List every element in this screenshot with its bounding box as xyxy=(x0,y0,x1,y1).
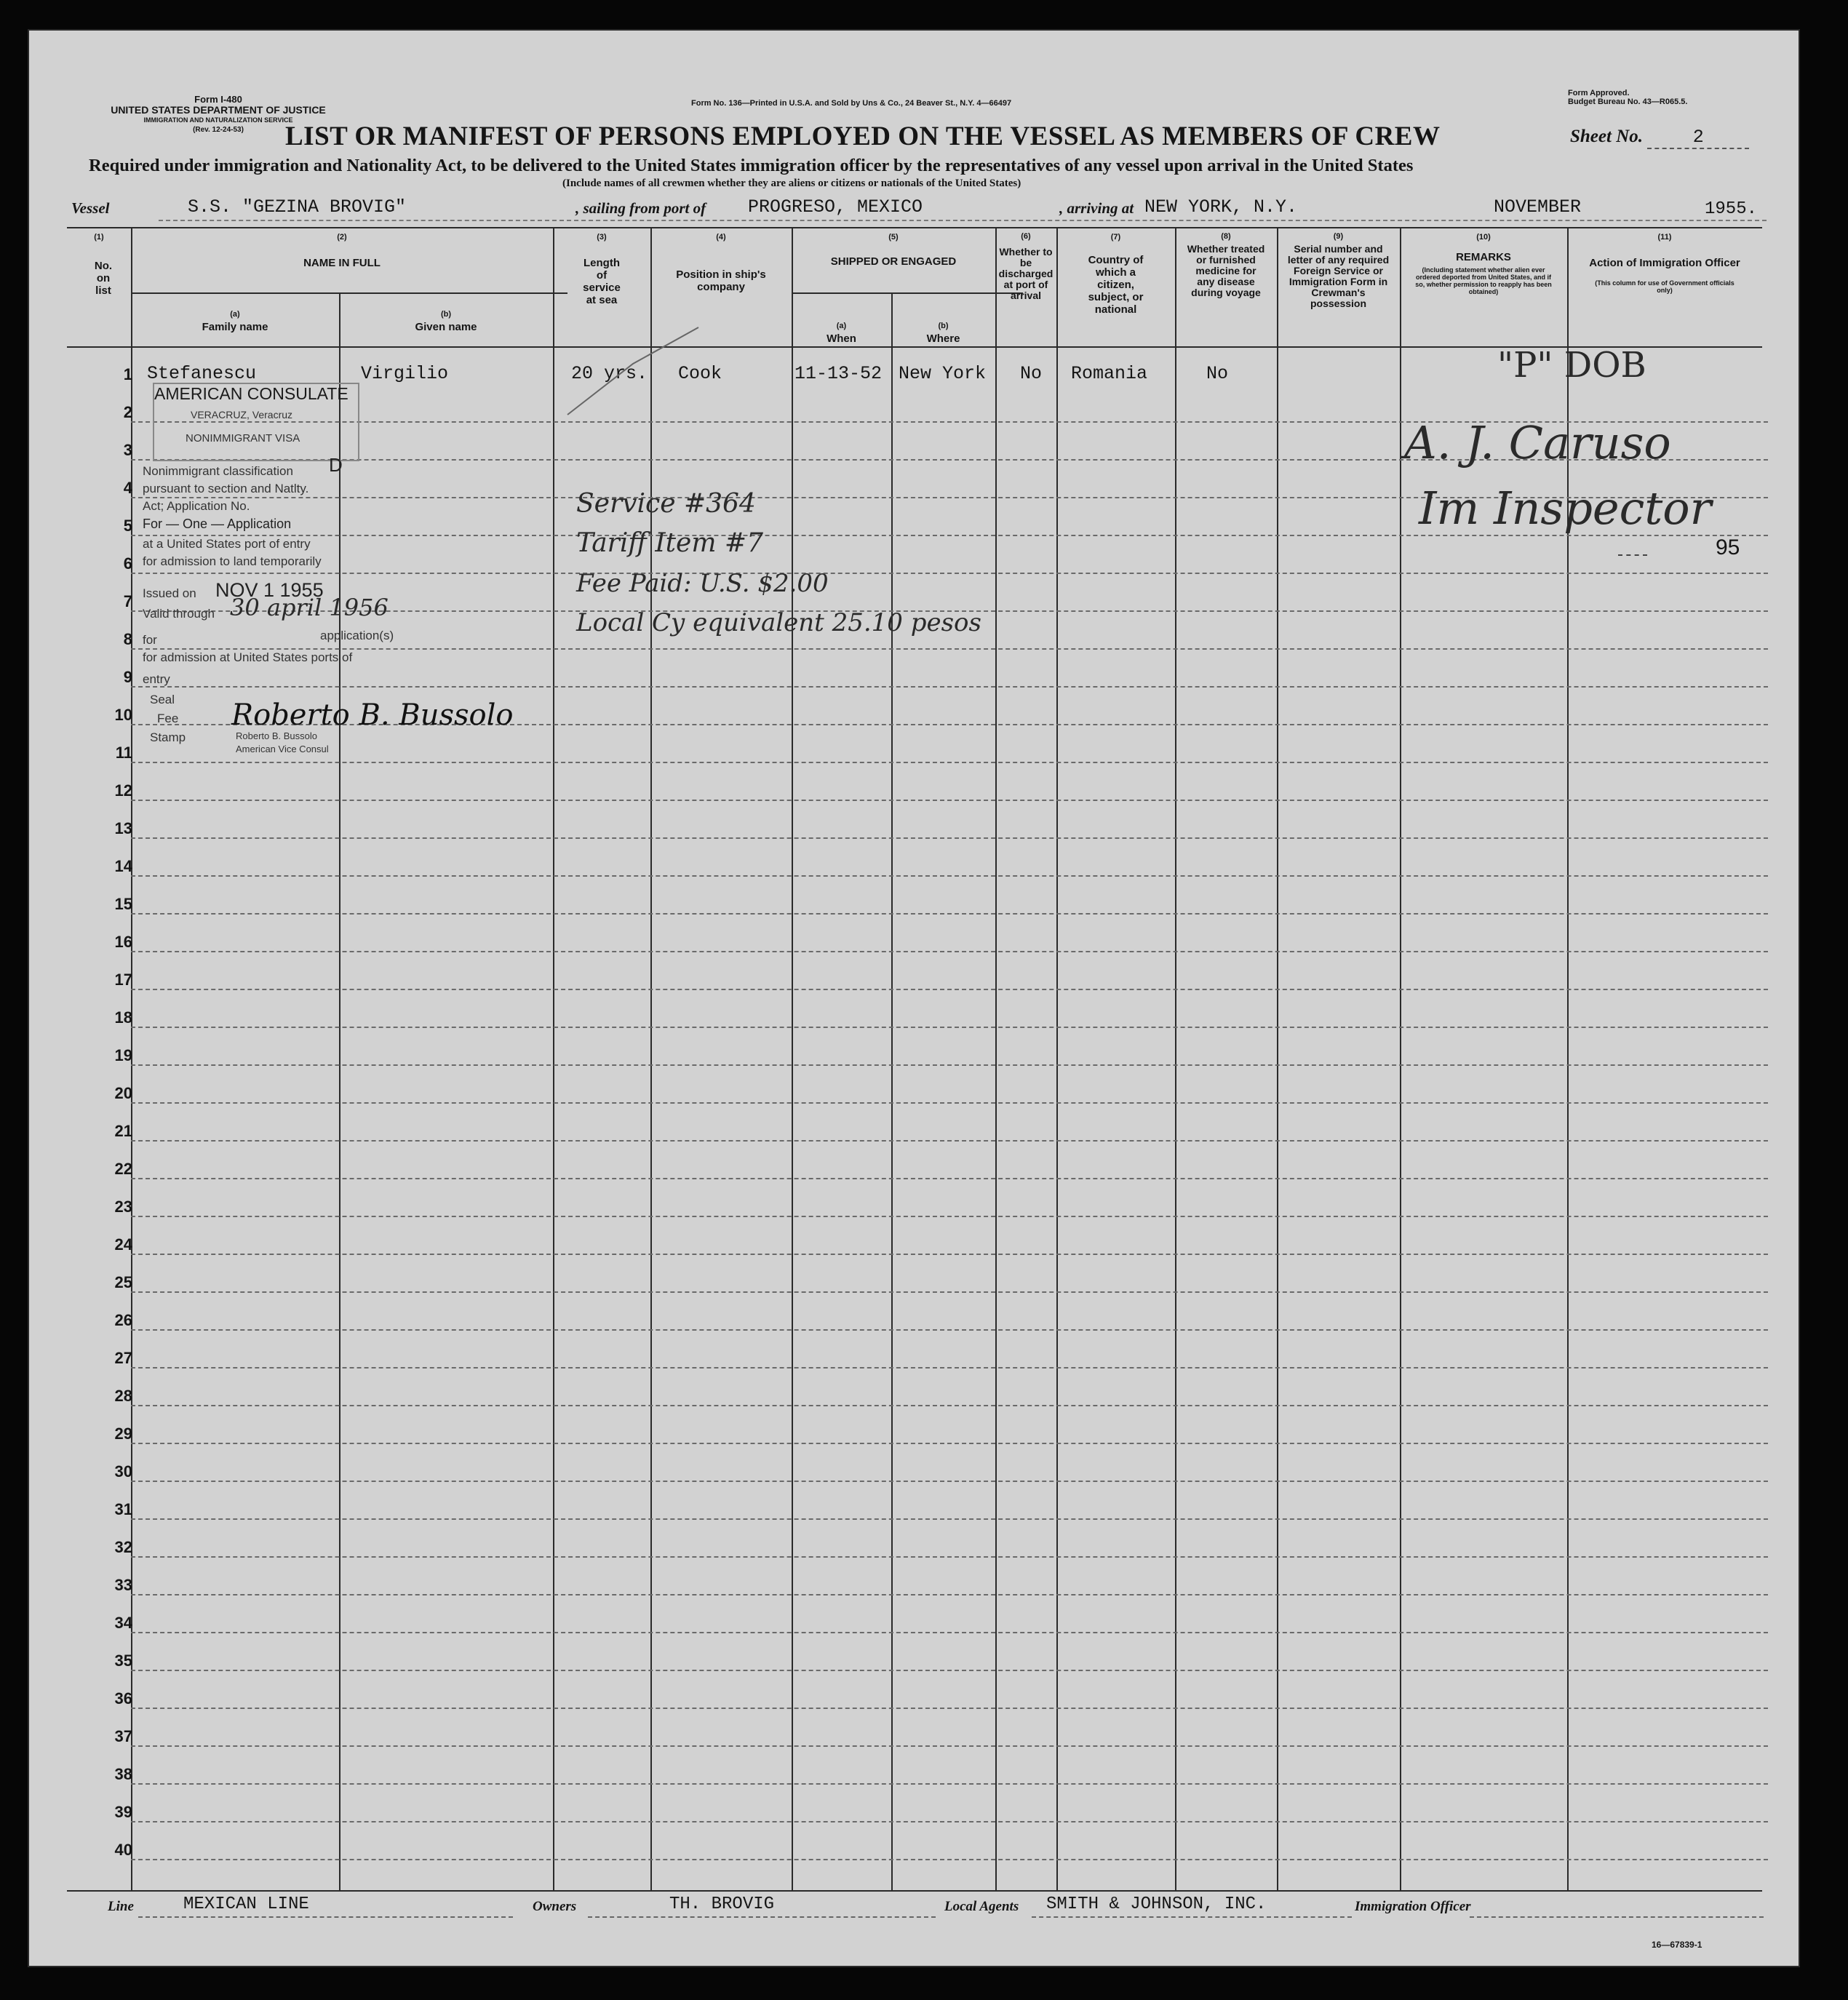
header-no-on-list xyxy=(67,231,131,297)
header-medicine-label: Whether treated or furnished medicine for any disease during voyage xyxy=(1187,243,1265,298)
header-where-label: Where xyxy=(926,332,960,345)
owners-value: TH. BROVIG xyxy=(669,1895,775,1914)
row-number: 23 xyxy=(114,1198,132,1216)
header-family-num: (a) xyxy=(230,310,240,319)
subtitle: Required under immigration and Nationality Act, to be delivered to the United States immigration officer by the representatives of any vessel upon arrival in the United States xyxy=(89,156,1414,175)
remarks-mark: "P" DOB xyxy=(1497,345,1646,386)
inspector-signature: A. J. Caruso xyxy=(1404,416,1671,469)
country-cell: Romania xyxy=(1071,363,1148,384)
header-position-label: Position in ship's company xyxy=(676,268,766,293)
service-name: IMMIGRATION AND NATURALIZATION SERVICE xyxy=(143,116,293,124)
given-name-cell: Virgilio xyxy=(361,363,449,384)
row-number: 9 xyxy=(123,668,132,686)
header-position xyxy=(650,231,792,293)
row-number: 7 xyxy=(123,592,132,610)
header-shipped-label: SHIPPED OR ENGAGED xyxy=(830,255,957,268)
vice-consul-title: American Vice Consul xyxy=(236,744,329,754)
sheet-number xyxy=(1570,127,1749,149)
line-label: Line xyxy=(108,1899,134,1914)
header-length-of-service xyxy=(553,231,650,306)
form-approval xyxy=(1568,89,1687,106)
sheet-value: 2 xyxy=(1647,127,1749,149)
inspector-title: Im Inspector xyxy=(1419,482,1712,535)
vessel-label: Vessel xyxy=(71,199,110,217)
row-number: 6 xyxy=(123,554,132,573)
department: UNITED STATES DEPARTMENT OF JUSTICE xyxy=(111,104,326,116)
row-number: 34 xyxy=(114,1614,132,1632)
row-number: 37 xyxy=(114,1727,132,1745)
admission-line: for admission at United States ports of xyxy=(143,650,353,664)
header-name-num: (2) xyxy=(337,233,347,242)
header-serial-number xyxy=(1277,231,1400,309)
pencil-strike xyxy=(553,320,728,422)
row-number: 12 xyxy=(114,781,132,800)
header-shipped-num: (5) xyxy=(888,233,899,242)
printer-line: Form No. 136—Printed in U.S.A. and Sold by Uns & Co., 24 Beaver St., N.Y. 4—66497 xyxy=(691,99,1012,108)
for-application-line: For — One — Application xyxy=(143,517,292,531)
shipped-where-cell: New York xyxy=(899,363,987,384)
act-line: Act; Application No. xyxy=(143,499,250,513)
remarks-number: 95 xyxy=(1716,535,1740,559)
row-number: 5 xyxy=(123,517,132,535)
row-number: 13 xyxy=(114,819,132,837)
row-number: 22 xyxy=(114,1160,132,1178)
row-number: 26 xyxy=(114,1311,132,1329)
vice-consul-signature: Roberto B. Bussolo xyxy=(231,698,514,732)
row-number: 4 xyxy=(123,479,132,497)
service-cell: 20 yrs. xyxy=(571,363,648,384)
vessel-name: S.S. "GEZINA BROVIG" xyxy=(188,196,407,218)
revision: (Rev. 12-24-53) xyxy=(193,126,244,134)
row-number: 2 xyxy=(123,403,132,421)
header-country-label: Country of which a citizen, subject, or national xyxy=(1088,254,1144,316)
header-remarks xyxy=(1400,231,1567,295)
line-value: MEXICAN LINE xyxy=(183,1895,309,1914)
row-number: 24 xyxy=(114,1235,132,1254)
nonimmigrant-classification: Nonimmigrant classification xyxy=(143,464,293,478)
header-given-num: (b) xyxy=(440,310,452,319)
row-number: 30 xyxy=(114,1462,132,1481)
issued-label: Issued on xyxy=(143,586,196,600)
row-number: 29 xyxy=(114,1425,132,1443)
header-discharged xyxy=(995,231,1056,301)
row-number: 19 xyxy=(114,1046,132,1064)
header-length-num: (3) xyxy=(597,233,607,242)
remarks-dashes xyxy=(1618,554,1647,556)
service-note: Service #364 xyxy=(576,489,756,519)
tariff-note: Tariff Item #7 xyxy=(576,528,763,558)
family-name-cell: Stefanescu xyxy=(147,363,257,384)
form-code: 16—67839-1 xyxy=(1652,1940,1702,1950)
row-number: 32 xyxy=(114,1538,132,1556)
header-name-label: NAME IN FULL xyxy=(303,257,381,269)
row-number: 18 xyxy=(114,1008,132,1027)
header-family-label: Family name xyxy=(202,321,268,333)
entry-line-1: at a United States port of entry xyxy=(143,537,311,551)
row-number: 39 xyxy=(114,1803,132,1821)
consulate-name: AMERICAN CONSULATE xyxy=(154,384,349,403)
vessel-line xyxy=(71,194,1767,223)
header-family-name xyxy=(131,308,339,333)
header-action-label: Action of Immigration Officer xyxy=(1589,257,1740,269)
pursuant-line: pursuant to section and Natlty. xyxy=(143,482,309,495)
header-given-label: Given name xyxy=(415,321,477,333)
header-discharged-num: (6) xyxy=(1021,232,1031,241)
manifest-sheet xyxy=(28,29,1800,1967)
fee-paid-note: Fee Paid: U.S. $2.00 xyxy=(576,569,829,598)
header-shipped-or-engaged xyxy=(792,231,995,268)
local-currency-note: Local Cy equivalent 25.10 pesos xyxy=(576,608,981,637)
header-where xyxy=(891,320,995,345)
issued-date: NOV 1 1955 xyxy=(215,579,324,601)
form-number: Form I-480 xyxy=(194,94,242,105)
approval-line-1: Form Approved. xyxy=(1568,89,1630,97)
arrival-month: NOVEMBER xyxy=(1494,196,1582,218)
header-when xyxy=(792,320,891,345)
header-medicine xyxy=(1175,231,1277,298)
owners-label: Owners xyxy=(533,1899,577,1914)
header-no-num: (1) xyxy=(94,233,104,242)
row-number: 14 xyxy=(114,857,132,875)
visa-type: NONIMMIGRANT VISA xyxy=(186,432,300,445)
header-action-note: (This column for use of Government officials only) xyxy=(1595,279,1735,294)
header-country xyxy=(1056,231,1175,316)
header-serial-label: Serial number and letter of any required Foreign Service or Immigration Form in Crewman's possession xyxy=(1287,243,1390,309)
header-medicine-num: (8) xyxy=(1221,232,1231,241)
row-number: 28 xyxy=(114,1387,132,1405)
header-when-num: (a) xyxy=(836,322,847,330)
header-action-num: (11) xyxy=(1657,233,1672,242)
row-number: 16 xyxy=(114,933,132,951)
header-length-label: Length of service at sea xyxy=(583,257,621,306)
vice-consul-name: Roberto B. Bussolo xyxy=(236,730,318,741)
header-position-num: (4) xyxy=(716,233,726,242)
valid-through-label: Valid through xyxy=(143,607,215,621)
crew-note: (Include names of all crewmen whether they are aliens or citizens or nationals of the United States) xyxy=(562,178,1021,189)
row-number: 33 xyxy=(114,1576,132,1594)
row-number: 35 xyxy=(114,1652,132,1670)
header-remarks-num: (10) xyxy=(1476,233,1491,242)
header-when-label: When xyxy=(827,332,856,345)
arriving-label: , arriving at xyxy=(1059,199,1134,217)
header-no-label: No. on list xyxy=(94,260,113,297)
row-number: 36 xyxy=(114,1689,132,1708)
stamp-label: Stamp xyxy=(150,730,186,744)
immigration-officer-label: Immigration Officer xyxy=(1355,1899,1471,1914)
row-number: 20 xyxy=(114,1084,132,1102)
arriving-port: NEW YORK, N.Y. xyxy=(1144,196,1298,218)
approval-line-2: Budget Bureau No. 43—R065.5. xyxy=(1568,97,1688,106)
row-number: 10 xyxy=(114,706,132,724)
agents-value: SMITH & JOHNSON, INC. xyxy=(1046,1895,1267,1914)
header-serial-num: (9) xyxy=(1333,232,1344,241)
header-remarks-label: REMARKS xyxy=(1456,251,1511,263)
row-number: 40 xyxy=(114,1841,132,1859)
applications-label: application(s) xyxy=(320,629,394,642)
discharge-cell: No xyxy=(1020,363,1043,384)
row-number: 3 xyxy=(123,441,132,459)
row-number: 8 xyxy=(123,630,132,648)
row-number: 11 xyxy=(115,744,132,762)
row-number: 17 xyxy=(114,971,132,989)
row-number: 25 xyxy=(114,1273,132,1291)
agents-label: Local Agents xyxy=(944,1899,1019,1914)
header-country-num: (7) xyxy=(1110,233,1121,242)
entry-word: entry xyxy=(143,672,170,686)
row-number: 1 xyxy=(123,365,132,383)
sheet-label: Sheet No. xyxy=(1570,127,1643,146)
header-remarks-note: (Including statement whether alien ever ordered deported from United States, and if so, whether permission to reapply has been obtained) xyxy=(1415,266,1552,295)
shipped-when-cell: 11-13-52 xyxy=(794,363,883,384)
header-name-in-full xyxy=(131,231,553,269)
header-given-name xyxy=(339,308,553,333)
row-number: 15 xyxy=(114,895,132,913)
fee-label: Fee xyxy=(157,712,179,725)
row-number: 31 xyxy=(114,1500,132,1518)
for-label: for xyxy=(143,633,157,647)
row-number: 27 xyxy=(114,1349,132,1367)
medicine-cell: No xyxy=(1206,363,1229,384)
entry-line-2: for admission to land temporarily xyxy=(143,554,322,568)
row-number: 38 xyxy=(114,1765,132,1783)
valid-date: 30 april 1956 xyxy=(230,594,389,621)
page-title: LIST OR MANIFEST OF PERSONS EMPLOYED ON THE VESSEL AS MEMBERS OF CREW xyxy=(285,121,1441,151)
sailing-label: , sailing from port of xyxy=(575,199,706,217)
position-cell: Cook xyxy=(678,363,722,384)
sailing-port: PROGRESO, MEXICO xyxy=(748,196,923,218)
consulate-city: VERACRUZ, Veracruz xyxy=(191,409,293,421)
arrival-year: 1955. xyxy=(1705,199,1758,219)
header-immigration-action xyxy=(1567,231,1762,294)
class-value: D xyxy=(329,454,343,476)
row-number: 21 xyxy=(114,1122,132,1140)
header-discharged-label: Whether to be discharged at port of arrival xyxy=(998,246,1054,301)
seal-label: Seal xyxy=(150,693,175,706)
header-where-num: (b) xyxy=(938,322,949,330)
